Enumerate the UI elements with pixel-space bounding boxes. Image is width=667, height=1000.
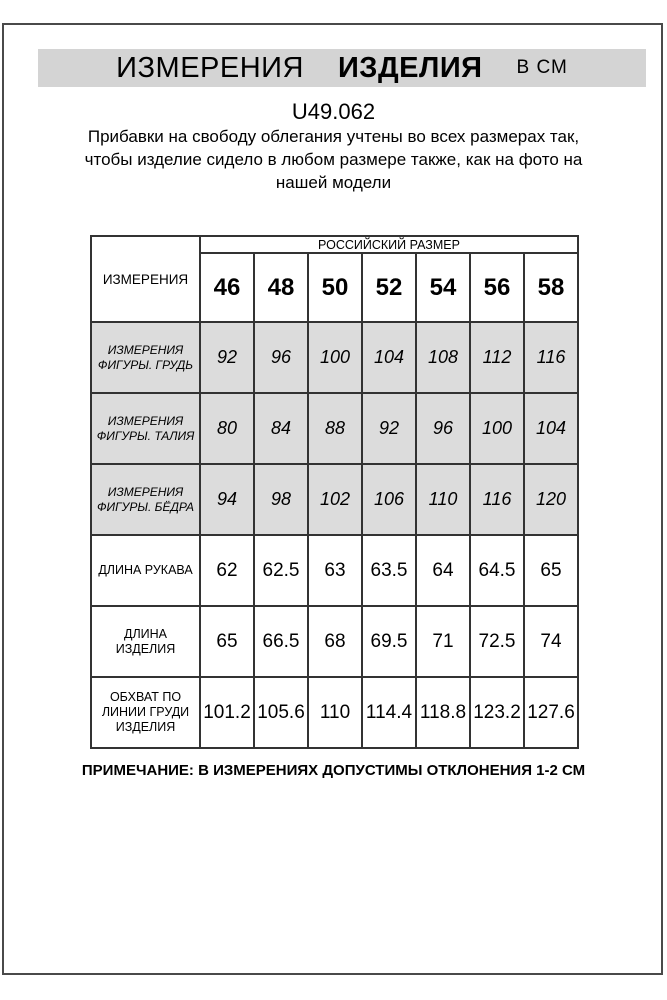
tolerance-note: ПРИМЕЧАНИЕ: В ИЗМЕРЕНИЯХ ДОПУСТИМЫ ОТКЛОНЕНИЯ 1-2 СМ xyxy=(81,762,586,779)
value-cell: 102 xyxy=(308,464,362,535)
value-cell: 110 xyxy=(416,464,470,535)
value-cell: 84 xyxy=(254,393,308,464)
value-cell: 116 xyxy=(524,322,578,393)
row-label: ИЗМЕРЕНИЯ ФИГУРЫ. ГРУДЬ xyxy=(91,322,200,393)
corner-label-cell: ИЗМЕРЕНИЯ xyxy=(91,236,200,322)
value-cell: 72.5 xyxy=(470,606,524,677)
value-cell: 80 xyxy=(200,393,254,464)
size-header-cell: 52 xyxy=(362,253,416,322)
title-word-product: ИЗДЕЛИЯ xyxy=(337,51,483,84)
value-cell: 74 xyxy=(524,606,578,677)
value-cell: 65 xyxy=(200,606,254,677)
table-row-item-length xyxy=(91,606,578,677)
value-cell: 92 xyxy=(200,322,254,393)
table-row-figure-chest xyxy=(91,322,578,393)
value-cell: 114.4 xyxy=(362,677,416,748)
article-code: U49.062 xyxy=(291,99,376,124)
value-cell: 64.5 xyxy=(470,535,524,606)
row-label: ИЗМЕРЕНИЯ ФИГУРЫ. БЁДРА xyxy=(91,464,200,535)
value-cell: 104 xyxy=(524,393,578,464)
page-title-bar xyxy=(38,49,646,87)
group-header-row xyxy=(91,236,578,253)
value-cell: 62 xyxy=(200,535,254,606)
fit-description-line-2: чтобы изделие сидело в любом размере также, как на фото на xyxy=(84,150,583,169)
value-cell: 64 xyxy=(416,535,470,606)
value-cell: 123.2 xyxy=(470,677,524,748)
row-label: ИЗМЕРЕНИЯ ФИГУРЫ. ТАЛИЯ xyxy=(91,393,200,464)
fit-description-line-1: Прибавки на свободу облегания учтены во всех размерах так, xyxy=(87,127,580,146)
value-cell: 63.5 xyxy=(362,535,416,606)
value-cell: 116 xyxy=(470,464,524,535)
size-header-cell: 56 xyxy=(470,253,524,322)
value-cell: 71 xyxy=(416,606,470,677)
size-header-cell: 58 xyxy=(524,253,578,322)
value-cell: 101.2 xyxy=(200,677,254,748)
row-label: ОБХВАТ ПО ЛИНИИ ГРУДИ ИЗДЕЛИЯ xyxy=(91,677,200,748)
value-cell: 127.6 xyxy=(524,677,578,748)
row-label: ДЛИНА ИЗДЕЛИЯ xyxy=(91,606,200,677)
title-unit-label: В СМ xyxy=(516,57,568,78)
value-cell: 112 xyxy=(470,322,524,393)
value-cell: 88 xyxy=(308,393,362,464)
value-cell: 118.8 xyxy=(416,677,470,748)
table-row-figure-hips xyxy=(91,464,578,535)
value-cell: 96 xyxy=(254,322,308,393)
value-cell: 100 xyxy=(308,322,362,393)
value-cell: 100 xyxy=(470,393,524,464)
value-cell: 68 xyxy=(308,606,362,677)
size-table xyxy=(90,235,579,749)
value-cell: 110 xyxy=(308,677,362,748)
size-header-cell: 50 xyxy=(308,253,362,322)
size-header-cell: 46 xyxy=(200,253,254,322)
value-cell: 69.5 xyxy=(362,606,416,677)
value-cell: 106 xyxy=(362,464,416,535)
group-header-cell: РОССИЙСКИЙ РАЗМЕР xyxy=(200,236,578,253)
value-cell: 120 xyxy=(524,464,578,535)
table-row-chest-girth-item xyxy=(91,677,578,748)
value-cell: 108 xyxy=(416,322,470,393)
row-label: ДЛИНА РУКАВА xyxy=(91,535,200,606)
value-cell: 62.5 xyxy=(254,535,308,606)
table-row-figure-waist xyxy=(91,393,578,464)
fit-description xyxy=(0,125,667,194)
value-cell: 92 xyxy=(362,393,416,464)
value-cell: 105.6 xyxy=(254,677,308,748)
value-cell: 98 xyxy=(254,464,308,535)
value-cell: 96 xyxy=(416,393,470,464)
value-cell: 104 xyxy=(362,322,416,393)
value-cell: 65 xyxy=(524,535,578,606)
fit-description-line-3: нашей модели xyxy=(275,173,392,192)
value-cell: 66.5 xyxy=(254,606,308,677)
value-cell: 94 xyxy=(200,464,254,535)
value-cell: 63 xyxy=(308,535,362,606)
size-header-cell: 48 xyxy=(254,253,308,322)
title-word-measurements: ИЗМЕРЕНИЯ xyxy=(116,51,304,84)
size-header-cell: 54 xyxy=(416,253,470,322)
table-row-sleeve-length xyxy=(91,535,578,606)
